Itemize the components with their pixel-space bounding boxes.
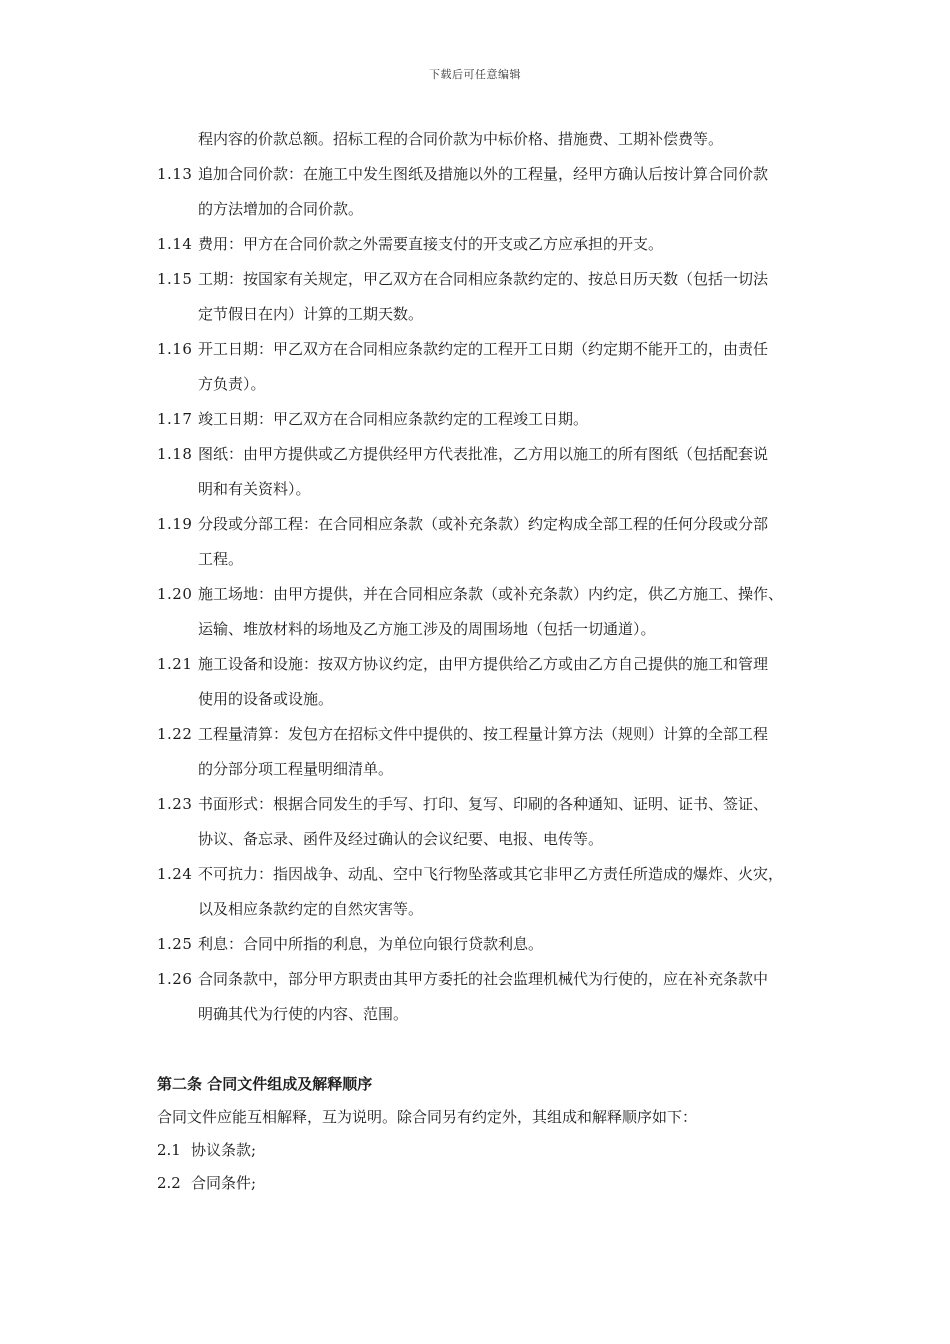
clause-line xyxy=(157,647,857,682)
clause-number: 1.17 xyxy=(157,410,193,428)
clause-text: 图纸：由甲方提供或乙方提供经甲方代表批准，乙方用以施工的所有图纸（包括配套说 xyxy=(198,445,769,463)
clause-line xyxy=(157,262,857,297)
clause-text: 明确其代为行使的内容、范围。 xyxy=(198,1005,409,1023)
clause-text: 追加合同价款：在施工中发生图纸及措施以外的工程量，经甲方确认后按计算合同价款 xyxy=(198,165,769,183)
clause-text: 不可抗力：指因战争、动乱、空中飞行物坠落或其它非甲乙方责任所造成的爆炸、火灾， xyxy=(198,865,784,883)
clause-number: 1.18 xyxy=(157,445,193,463)
page-header: 下载后可任意编辑 xyxy=(429,68,521,81)
clause-text: 运输、堆放材料的场地及乙方施工涉及的周围场地（包括一切通道）。 xyxy=(198,620,656,638)
clause-number: 1.19 xyxy=(157,515,193,533)
intro-continuation-line: 程内容的价款总额。招标工程的合同价款为中标价格、措施费、工期补偿费等。 xyxy=(198,130,724,148)
section-2-title: 第二条 合同文件组成及解释顺序 xyxy=(157,1075,373,1093)
clause-text: 的方法增加的合同价款。 xyxy=(198,200,364,218)
clause-number: 1.14 xyxy=(157,235,193,253)
clause-continuation-line xyxy=(157,367,857,402)
clause-continuation-line xyxy=(157,192,857,227)
item-number: 2.1 xyxy=(157,1141,181,1159)
clause-text: 工期：按国家有关规定，甲乙双方在合同相应条款约定的、按总日历天数（包括一切法 xyxy=(198,270,769,288)
clause-number: 1.25 xyxy=(157,935,193,953)
clause-text: 协议、备忘录、函件及经过确认的会议纪要、电报、电传等。 xyxy=(198,830,604,848)
clause-text: 工程。 xyxy=(198,550,244,568)
clause-list xyxy=(157,157,857,1032)
clause-line xyxy=(157,577,857,612)
document-body xyxy=(157,122,857,1200)
clause-text: 利息：合同中所指的利息，为单位向银行贷款利息。 xyxy=(198,935,544,953)
section-2-item xyxy=(157,1167,857,1200)
clause-line xyxy=(157,962,857,997)
clause-line xyxy=(157,332,857,367)
clause-line xyxy=(157,787,857,822)
clause-number: 1.13 xyxy=(157,165,193,183)
clause-line xyxy=(157,717,857,752)
clause-line xyxy=(157,402,857,437)
clause-text: 竣工日期：甲乙双方在合同相应条款约定的工程竣工日期。 xyxy=(198,410,589,428)
clause-text: 施工设备和设施：按双方协议约定，由甲方提供给乙方或由乙方自己提供的施工和管理 xyxy=(198,655,769,673)
clause-number: 1.20 xyxy=(157,585,193,603)
clause-line xyxy=(157,857,857,892)
clause-text: 分段或分部工程：在合同相应条款（或补充条款）约定构成全部工程的任何分段或分部 xyxy=(198,515,769,533)
clause-continuation-line xyxy=(157,472,857,507)
clause-continuation-line xyxy=(157,892,857,927)
clause-line xyxy=(157,157,857,192)
clause-number: 1.22 xyxy=(157,725,193,743)
clause-text: 开工日期：甲乙双方在合同相应条款约定的工程开工日期（约定期不能开工的，由责任 xyxy=(198,340,769,358)
clause-number: 1.24 xyxy=(157,865,193,883)
clause-continuation-line xyxy=(157,612,857,647)
clause-text: 明和有关资料）。 xyxy=(198,480,311,498)
clause-text: 使用的设备或设施。 xyxy=(198,690,334,708)
clause-continuation-line xyxy=(157,997,857,1032)
clause-line xyxy=(157,227,857,262)
clause-text: 施工场地：由甲方提供，并在合同相应条款（或补充条款）内约定，供乙方施工、操作、 xyxy=(198,585,784,603)
clause-number: 1.16 xyxy=(157,340,193,358)
section-gap xyxy=(157,1032,857,1067)
clause-text: 工程量清算：发包方在招标文件中提供的、按工程量计算方法（规则）计算的全部工程 xyxy=(198,725,769,743)
clause-line xyxy=(157,437,857,472)
clause-continuation-line xyxy=(157,822,857,857)
section-2-item xyxy=(157,1134,857,1167)
clause-continuation-line xyxy=(157,542,857,577)
clause-text: 定节假日在内）计算的工期天数。 xyxy=(198,305,424,323)
clause-continuation-line xyxy=(157,752,857,787)
clause-text: 方负责）。 xyxy=(198,375,266,393)
clause-text: 合同条款中，部分甲方职责由其甲方委托的社会监理机械代为行使的，应在补充条款中 xyxy=(198,970,769,988)
clause-number: 1.26 xyxy=(157,970,193,988)
clause-number: 1.23 xyxy=(157,795,193,813)
clause-text: 书面形式：根据合同发生的手写、打印、复写、印刷的各种通知、证明、证书、签证、 xyxy=(198,795,769,813)
clause-number: 1.15 xyxy=(157,270,193,288)
clause-line xyxy=(157,507,857,542)
item-text: 协议条款; xyxy=(191,1141,257,1159)
clause-continuation-line xyxy=(157,297,857,332)
item-text: 合同条件; xyxy=(191,1174,257,1192)
section-2-intro: 合同文件应能互相解释，互为说明。除合同另有约定外，其组成和解释顺序如下： xyxy=(157,1108,698,1126)
clause-text: 以及相应条款约定的自然灾害等。 xyxy=(198,900,424,918)
clause-continuation-line xyxy=(157,682,857,717)
clause-number: 1.21 xyxy=(157,655,193,673)
clause-text: 的分部分项工程量明细清单。 xyxy=(198,760,394,778)
clause-text: 费用：甲方在合同价款之外需要直接支付的开支或乙方应承担的开支。 xyxy=(198,235,664,253)
item-number: 2.2 xyxy=(157,1174,181,1192)
clause-line xyxy=(157,927,857,962)
